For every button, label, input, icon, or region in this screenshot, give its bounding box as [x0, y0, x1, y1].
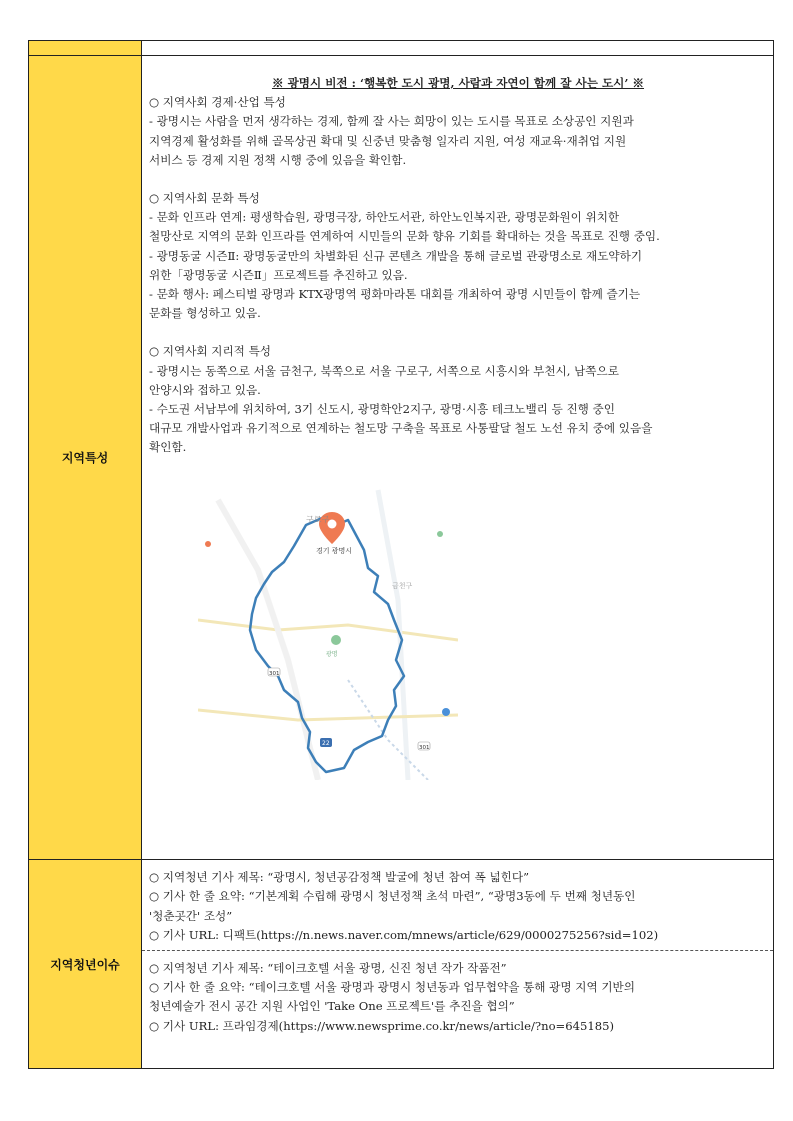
culture-line: - 문화 인프라 연계: 평생학습원, 광명극장, 하안도서관, 하안노인복지관, 광명문화원이 위치한 [149, 210, 620, 225]
culture-line: 문화를 형성하고 있음. [149, 306, 261, 321]
geo-heading: ○ 지역사회 지리적 특성 [149, 344, 271, 359]
economy-line: 서비스 등 경제 지원 정책 시행 중에 있음을 확인함. [149, 152, 407, 167]
bottom-rule [28, 1068, 774, 1069]
geo-line: 안양시와 접하고 있음. [149, 382, 261, 397]
top-empty-content-cell [142, 41, 773, 55]
article-summary: '청춘곳간' 조성” [149, 908, 233, 923]
geo-line: - 광명시는 동쪽으로 서울 금천구, 북쪽으로 서울 구로구, 서쪽으로 시흥시와 부천시, 남쪽으로 [149, 363, 619, 378]
youth-row [29, 860, 773, 1068]
youth-label: 지역청년이슈 [29, 860, 142, 1068]
economy-line: - 광명시는 사람을 먼저 생각하는 경제, 함께 잘 사는 희망이 있는 도시를 목표로 소상공인 지원과 [149, 114, 634, 129]
culture-line: - 광명동굴 시즌Ⅱ: 광명동굴만의 차별화된 신규 콘텐츠 개발을 통해 글로벌 관광명소로 재도약하기 [149, 248, 643, 263]
info-table [28, 40, 774, 1069]
article-title: ○ 지역청년 기사 제목: “광명시, 청년공감정책 발굴에 청년 참여 폭 넓힌다” [149, 870, 530, 884]
map-city-label: 경기 광명시 [316, 546, 353, 555]
article-url[interactable]: ○ 기사 URL: 프라임경제(https://www.newsprime.co.kr/news/article/?no=645185) [149, 1018, 615, 1033]
article-block [142, 860, 773, 950]
geo-line: 대규모 개발사업과 유기적으로 연계하는 철도망 구축을 목표로 사통팔달 철도 노선 유치 중에 있음을 [149, 421, 653, 436]
culture-line: - 문화 행사: 페스티벌 광명과 KTX광명역 평화마라톤 대회를 개최하여 광명 시민들이 함께 즐기는 [149, 287, 641, 302]
article-summary: ○ 기사 한 줄 요약: “테이크호텔 서울 광명과 광명시 청년동과 업무협약을 통해 광명 지역 기반의 [149, 980, 635, 995]
map-place-small: 광명 [326, 650, 338, 658]
city-map [198, 480, 458, 780]
economy-heading: ○ 지역사회 경제·산업 특성 [149, 95, 286, 110]
article-summary: 청년예술가 전시 공간 지원 사업인 'Take One 프로젝트'를 추진을 협의” [149, 999, 515, 1014]
map-road-label: 301 [269, 670, 280, 677]
region-label: 지역특성 [29, 56, 142, 859]
map-road-label: 301 [419, 744, 430, 751]
geo-line: 확인함. [149, 440, 187, 455]
top-empty-label-cell [29, 41, 142, 55]
article-summary: ○ 기사 한 줄 요약: “기본계획 수립해 광명시 청년정책 초석 마련”, “광명3동에 두 번째 청년동인 [149, 889, 636, 904]
economy-line: 지역경제 활성화를 위해 골목상권 확대 및 신중년 맞춤형 일자리 지원, 여성 재교육·재취업 지원 [149, 133, 627, 148]
article-title: ○ 지역청년 기사 제목: “테이크호텔 서울 광명, 신진 청년 작가 작품전” [149, 960, 507, 975]
article-url[interactable]: ○ 기사 URL: 디팩트(https://n.news.naver.com/mnews/article/629/0000275256?sid=102) [149, 928, 659, 943]
culture-line: 철망산로 지역의 문화 인프라를 연계하여 시민들의 문화 향유 기회를 확대하는 것을 목표로 진행 중임. [149, 229, 660, 244]
article-block [142, 950, 773, 1041]
top-empty-row [29, 41, 773, 56]
region-row [29, 56, 773, 860]
region-content [142, 56, 773, 859]
vision-statement: ※ 광명시 비전 : ‘행복한 도시 광명, 사람과 자연이 함께 잘 사는 도시’ ※ [271, 76, 645, 90]
youth-content [142, 860, 773, 1068]
geo-line: - 수도권 서남부에 위치하여, 3기 신도시, 광명학안2지구, 광명·시흥 테크노밸리 등 진행 중인 [149, 402, 615, 417]
map-place-geumcheon: 금천구 [392, 581, 413, 590]
map-road-label: 22 [322, 739, 330, 747]
map-place-guro: 구로구 [306, 514, 330, 524]
map-graphic [198, 480, 458, 780]
culture-heading: ○ 지역사회 문화 특성 [149, 191, 260, 206]
culture-line: 위한「광명동굴 시즌Ⅱ」프로젝트를 추진하고 있음. [149, 267, 408, 282]
